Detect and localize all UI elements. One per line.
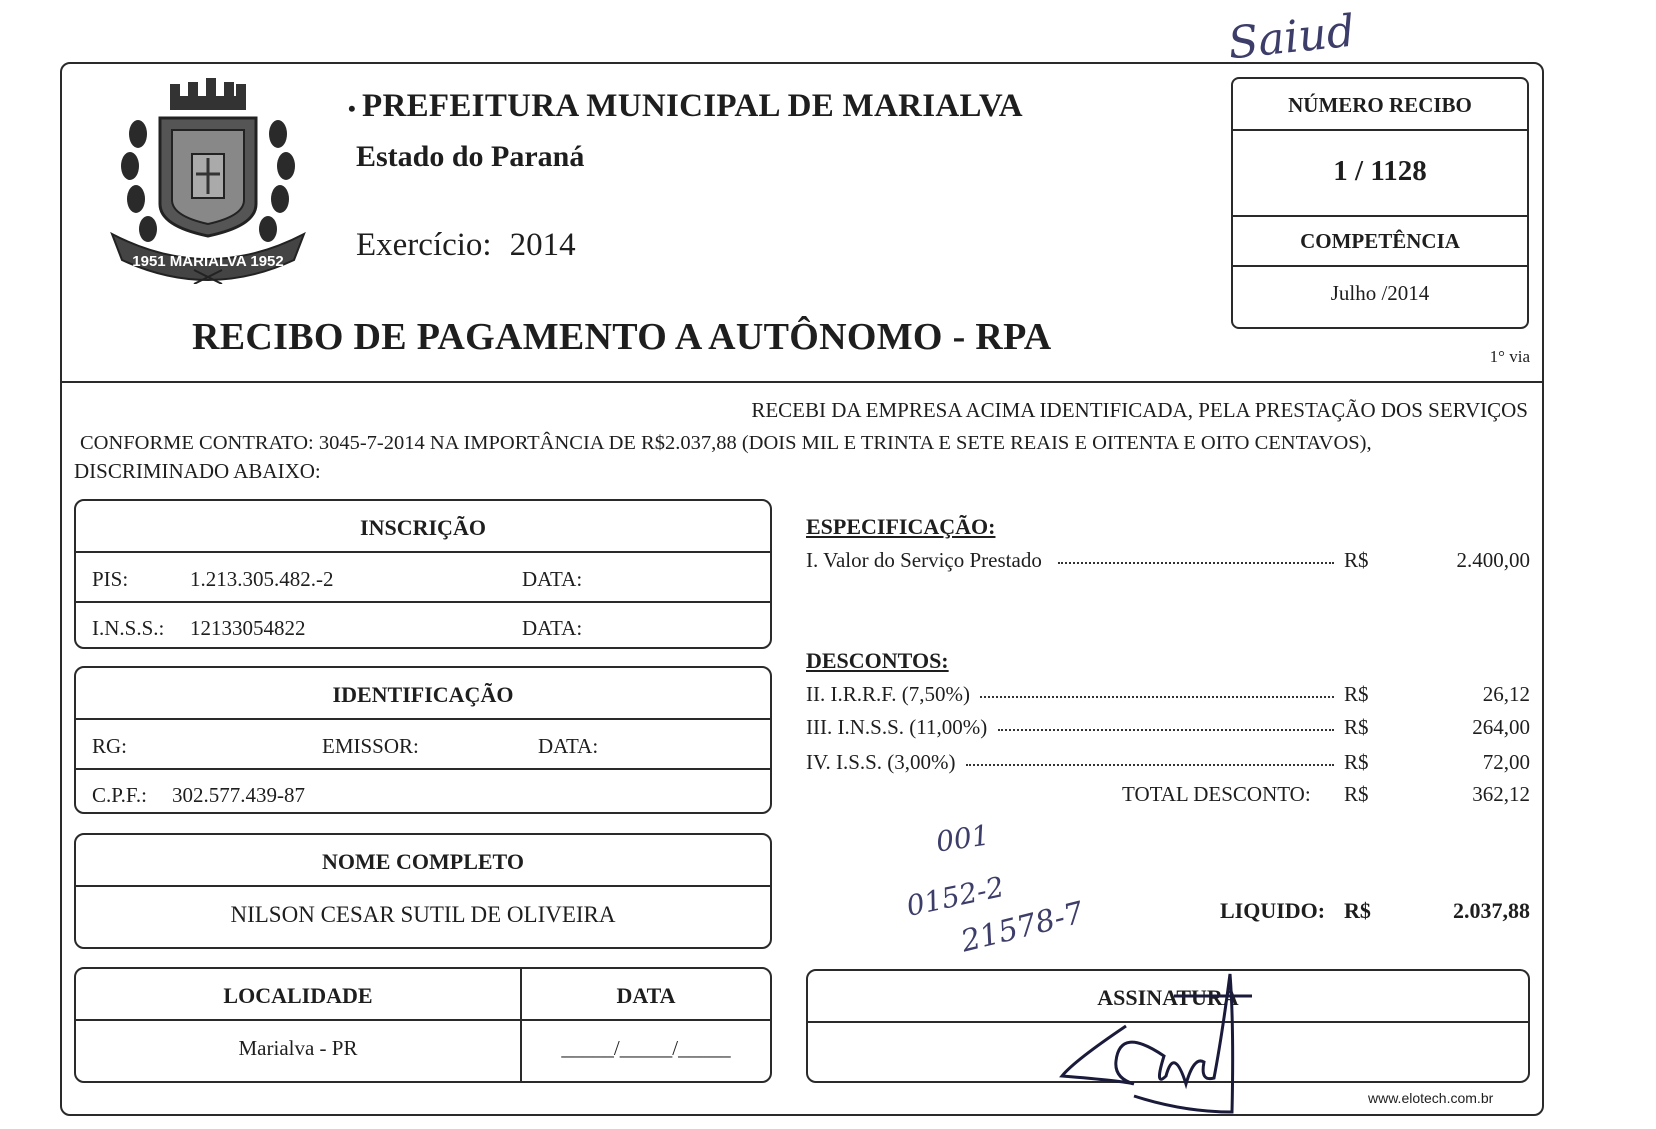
handwritten-signature xyxy=(1054,966,1274,1116)
liquido-value: 2.037,88 xyxy=(1453,898,1530,923)
cpf-value: 302.577.439-87 xyxy=(172,783,305,807)
spec-value: 2.400,00 xyxy=(1456,548,1530,572)
pis-label: PIS: xyxy=(92,567,129,591)
descontos-title: DESCONTOS: xyxy=(806,648,949,673)
liquido-row xyxy=(806,898,1530,926)
competencia-label: COMPETÊNCIA xyxy=(1300,229,1460,253)
data-title: DATA xyxy=(616,983,676,1008)
liquido-label: LIQUIDO: xyxy=(1220,898,1326,923)
handwritten-note-2: 0152-2 xyxy=(903,870,1007,923)
exercicio xyxy=(356,227,576,264)
nome-completo-box xyxy=(74,833,772,949)
spec-label: I. Valor do Serviço Prestado xyxy=(806,548,1042,572)
pis-data-label: DATA: xyxy=(522,567,583,591)
pis-value: 1.213.305.482.-2 xyxy=(190,567,334,591)
competencia-value: Julho /2014 xyxy=(1330,281,1430,305)
desconto-value: 264,00 xyxy=(1472,715,1530,739)
desconto-currency: R$ xyxy=(1344,715,1369,739)
identificacao-box xyxy=(74,666,772,814)
nome-completo-value: NILSON CESAR SUTIL DE OLIVEIRA xyxy=(230,902,616,927)
inscricao-box xyxy=(74,499,772,649)
localidade-box xyxy=(74,967,772,1083)
total-desconto-value: 362,12 xyxy=(1472,782,1530,806)
via-label: 1° via xyxy=(1489,347,1530,366)
localidade-value: Marialva - PR xyxy=(238,1036,358,1060)
declaration-line-1: RECEBI DA EMPRESA ACIMA IDENTIFICADA, PELA PRESTAÇÃO DOS SERVIÇOS xyxy=(751,398,1528,422)
inss-value: 12133054822 xyxy=(190,616,306,640)
inss-label: I.N.S.S.: xyxy=(92,616,165,640)
nome-completo-title: NOME COMPLETO xyxy=(322,849,524,874)
desconto-row xyxy=(806,750,1530,778)
assinatura-title: ASSINATURA xyxy=(1097,985,1239,1010)
spec-currency: R$ xyxy=(1344,548,1369,572)
exercicio-label: Exercício: xyxy=(356,227,492,263)
footer-website: www.elotech.com.br xyxy=(1368,1090,1494,1106)
desconto-label: II. I.R.R.F. (7,50%) xyxy=(806,682,970,706)
coat-of-arms-logo xyxy=(108,74,308,284)
desconto-currency: R$ xyxy=(1344,682,1369,706)
identificacao-data-label: DATA: xyxy=(538,734,599,758)
declaration-line-3: DISCRIMINADO ABAIXO: xyxy=(74,459,321,483)
document-title: RECIBO DE PAGAMENTO A AUTÔNOMO - RPA xyxy=(192,316,1052,358)
localidade-title: LOCALIDADE xyxy=(223,983,373,1008)
header-divider xyxy=(60,381,1544,383)
desconto-value: 72,00 xyxy=(1482,750,1530,774)
desconto-value: 26,12 xyxy=(1482,682,1530,706)
spec-row xyxy=(806,548,1530,576)
receipt-number-box xyxy=(1231,77,1529,329)
declaration-line-2: CONFORME CONTRATO: 3045-7-2014 NA IMPORTÂNCIA DE R$2.037,88 (DOIS MIL E TRINTA E SETE REAIS E OITENTA E OITO CENTAVOS), xyxy=(80,432,1372,454)
inss-data-label: DATA: xyxy=(522,616,583,640)
total-desconto-currency: R$ xyxy=(1344,782,1369,806)
identificacao-title: IDENTIFICAÇÃO xyxy=(332,682,514,707)
emissor-label: EMISSOR: xyxy=(322,734,419,758)
desconto-currency: R$ xyxy=(1344,750,1369,774)
receipt-number-label: NÚMERO RECIBO xyxy=(1288,93,1472,117)
total-desconto-label: TOTAL DESCONTO: xyxy=(1122,782,1311,806)
desconto-row xyxy=(806,715,1530,743)
handwritten-note-3: 21578-7 xyxy=(957,895,1088,960)
total-desconto-row xyxy=(806,782,1530,810)
handwritten-annotation-top: Saiud xyxy=(1225,5,1358,70)
coat-of-arms-text: 1951 MARIALVA 1952 xyxy=(132,253,284,270)
exercicio-year: 2014 xyxy=(509,227,576,263)
receipt-number-value: 1 / 1128 xyxy=(1333,155,1427,187)
inscricao-title: INSCRIÇÃO xyxy=(360,515,486,540)
handwritten-note-1: 001 xyxy=(933,818,992,859)
liquido-currency: R$ xyxy=(1344,898,1371,923)
organization-name: • PREFEITURA MUNICIPAL DE MARIALVA xyxy=(348,88,1023,124)
especificacao-title: ESPECIFICAÇÃO: xyxy=(806,514,996,539)
desconto-label: IV. I.S.S. (3,00%) xyxy=(806,750,956,774)
desconto-label: III. I.N.S.S. (11,00%) xyxy=(806,715,988,739)
rg-label: RG: xyxy=(92,734,128,758)
state-name: Estado do Paraná xyxy=(356,140,585,173)
cpf-label: C.P.F.: xyxy=(92,783,147,807)
data-value: _____/_____/_____ xyxy=(561,1036,731,1060)
desconto-row xyxy=(806,682,1530,710)
